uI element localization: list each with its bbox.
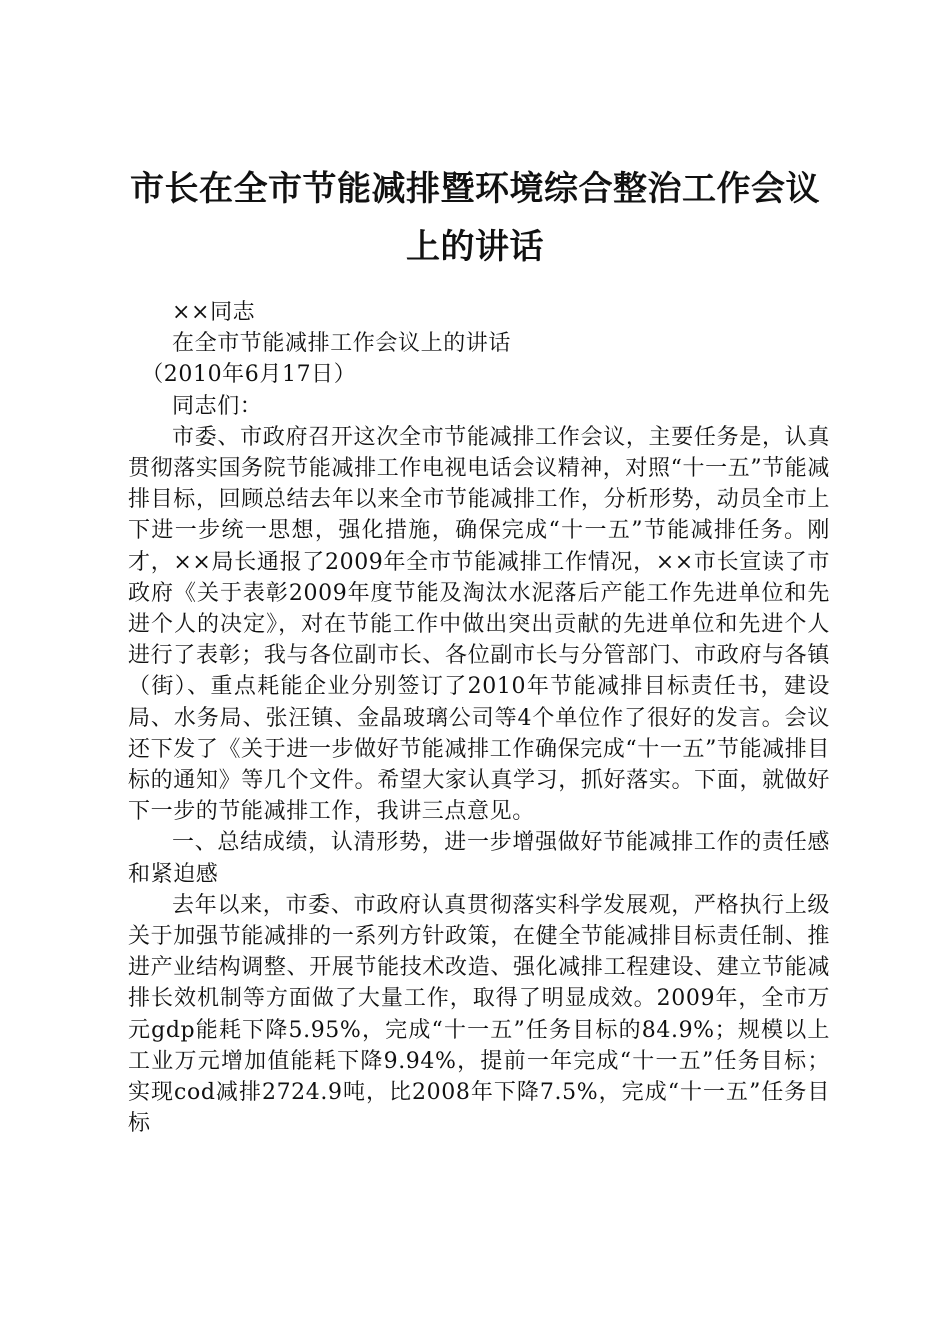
speech-subtitle: 在全市节能减排工作会议上的讲话 bbox=[172, 331, 512, 357]
paragraph-achievements: 去年以来，市委、市政府认真贯彻落实科学发展观，严格执行上级关于加强节能减排的一系列方针政策，在健全节能减排目标责任制、推进产业结构调整、开展节能技术改造、强化减排工程建设、建立节能减排长效机制等方面做了大量工作，取得了明显成效。2009年，全市万元gdp能耗下降5.95%，完成“十一五”任务目标的84.9%；规模以上工业万元增加值能耗下降9.94%，提前一年完成“十一五”任务目标；实现cod减排2724.9吨，比2008年下降7.5%，完成“十一五”任务目标 bbox=[128, 892, 830, 1137]
speech-date: （2010年6月17日） bbox=[141, 362, 357, 388]
section-heading-1: 一、总结成绩，认清形势，进一步增强做好节能减排工作的责任感和紧迫感 bbox=[128, 830, 830, 887]
paragraph-intro: 市委、市政府召开这次全市节能减排工作会议，主要任务是，认真贯彻落实国务院节能减排工作电视电话会议精神，对照“十一五”节能减排目标，回顾总结去年以来全市节能减排工作，分析形势，动员全市上下进一步统一思想，强化措施，确保完成“十一五”节能减排任务。刚才，××局长通报了2009年全市节能减排工作情况，××市长宣读了市政府《关于表彰2009年度节能及淘汰水泥落后产能工作先进单位和先进个人的决定》，对在节能工作中做出突出贡献的先进单位和先进个人进行了表彰；我与各位副市长、各位副市长与分管部门、市政府与各镇（街）、重点耗能企业分别签订了2010年节能减排目标责任书，建设局、水务局、张汪镇、金晶玻璃公司等4个单位作了很好的发言。会议还下发了《关于进一步做好节能减排工作确保完成“十一五”节能减排目标的通知》等几个文件。希望大家认真学习，抓好落实。下面，就做好下一步的节能减排工作，我讲三点意见。 bbox=[128, 424, 830, 825]
title-line-1: 市长在全市节能减排暨环境综合整治工作会议 bbox=[130, 169, 820, 209]
speaker-line: ××同志 bbox=[172, 300, 256, 325]
title-line-2: 上的讲话 bbox=[406, 227, 544, 267]
salutation: 同志们： bbox=[172, 393, 263, 419]
document-title bbox=[110, 160, 840, 276]
document-body bbox=[128, 297, 830, 1139]
